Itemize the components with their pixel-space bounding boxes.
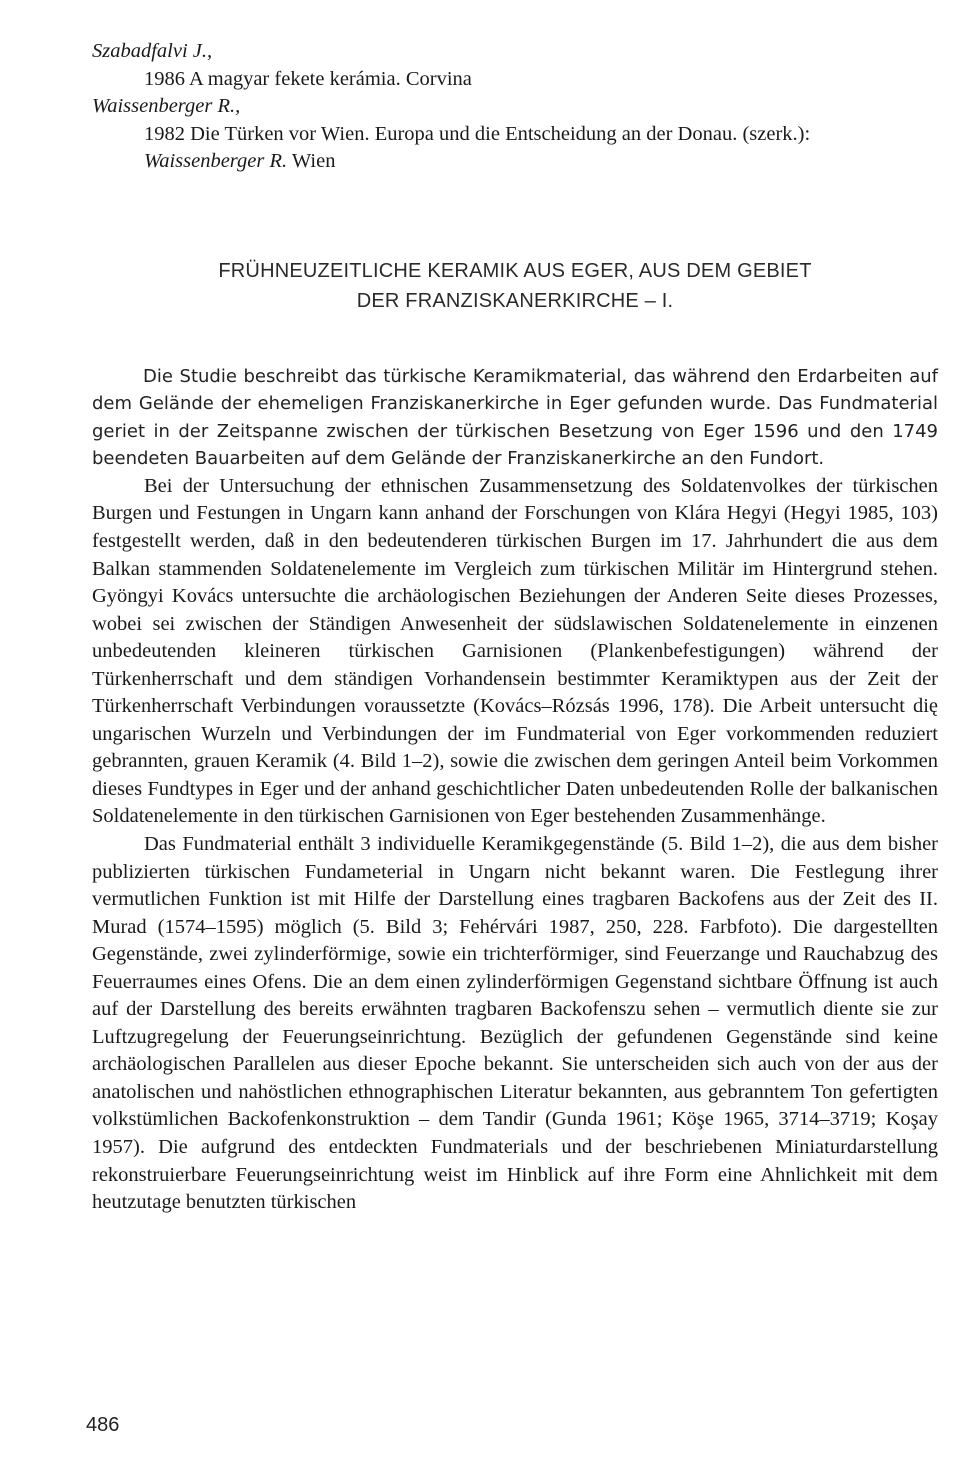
reference-entry	[92, 93, 938, 176]
article-title-line-1: FRÜHNEUZEITLICHE KERAMIK AUS EGER, AUS DEM GEBIET	[218, 259, 812, 282]
reference-author: Waissenberger R.,	[92, 95, 241, 117]
reference-text: 1982 Die Türken vor Wien. Europa und die Entscheidung an der Donau. (szerk.):	[144, 122, 811, 145]
article-summary: Die Studie beschreibt das türkische Keramikmaterial, das während den Erdarbeiten auf dem Gelände der ehemeligen Franziskanerkirche in Eger gefunden wurde. Das Fundmaterial geriet in der Zeitspanne zwischen der türkischen Besetzung von Eger 1596 und den 1749 beendeten Bauarbeiten auf dem Gelände der Franziskanerkirche an den Fundort.	[92, 365, 938, 470]
page-content	[92, 38, 938, 1217]
reference-editor: Waissenberger R.	[144, 150, 288, 172]
reference-list	[92, 38, 938, 176]
reference-author: Szabadfalvi J.,	[92, 40, 213, 62]
reference-place: Wien	[287, 150, 336, 172]
reference-editor-line	[92, 148, 938, 176]
article-title	[92, 256, 938, 316]
body-paragraph: Bei der Untersuchung der ethnischen Zusammensetzung des Soldatenvolkes der türkischen Burgen und Festungen in Ungarn kann anhand der Forschungen von Klára Hegyi (Hegyi 1985, 103) festgestellt werden, daß in den bedeutenderen türkischen Burgen im 17. Jahrhundert die aus dem Balkan stammenden Soldatenelemente im Vergleich zum türkischen Militär im Hintergrund stehen. Gyöngyi Kovács untersuchte die archäologischen Beziehungen der Anderen Seite dieses Prozesses, wobei sei zwischen der Ständigen Anwesenheit der südslawischen Soldatenelemente in einzenen unbedeutenden kleineren türkischen Garnisionen (Plankenbefestigungen) während der Türkenherrschaft und dem ständigen Vorhandensein bestimmter Keramiktypen aus der Zeit der Türkenherrschaft Verbindungen voraussetzte (Kovács–Rózsás 1996, 178). Die Arbeit untersucht dię ungarischen Wurzeln und Verbindungen der im Fundmaterial von Eger vorkommenden reduziert gebrannten, grauen Keramik (4. Bild 1–2), sowie die zwischen dem geringen Anteil beim Vorkommen dieses Fundtypes in Eger und der anhand geschichtlicher Daten unbedeutenden Rolle der balkanischen Soldatenelemente in den türkischen Garnisionen von Eger bestehenden Zusammenhänge.	[92, 474, 938, 828]
reference-entry	[92, 38, 938, 93]
page-number: 486	[86, 1414, 120, 1436]
article-body	[92, 473, 938, 1217]
article-title-line-2: DER FRANZISKANERKIRCHE – I.	[356, 289, 674, 312]
body-paragraph: Das Fundmaterial enthält 3 individuelle Keramikgegenstände (5. Bild 1–2), die aus dem bisher publizierten türkischen Fundameterial in Ungarn nicht bekannt waren. Die Festlegung ihrer vermutlichen Funktion ist mit Hilfe der Darstellung eines tragbaren Backofens aus der Zeit des II. Murad (1574–1595) möglich (5. Bild 3; Fehérvári 1987, 250, 228. Farbfoto). Die dargestellten Gegenstände, zwei zylinderförmige, sowie ein trichterförmiger, sind Feuerzange und Rauchabzug des Feuerraumes eines Ofens. Die an dem einen zylinderförmigen Gegenstand sichtbare Öffnung ist auch auf der Darstellung des bereits erwähnten tragbaren Backofenszu sehen – vermutlich diente sie zur Luftzugregelung der Feuerungseinrichtung. Bezüglich der gefundenen Gegenstände sind keine archäologischen Parallelen aus dieser Epoche bekannt. Sie unterscheiden sich auch von der aus der anatolischen und nahöstlichen ethnographischen Literatur bekannten, aus gebranntem Ton gefertigten volkstümlichen Backofenkonstruktion – dem Tandir (Gunda 1961; Köşe 1965, 3714–3719; Koşay 1957). Die aufgrund des entdeckten Fundmaterials und der beschriebenen Miniaturdarstellung rekonstruierbare Feuerungseinrichtung weist im Hinblick auf ihre Form eine Ahnlichkeit mit dem heutzutage benutzten türkischen	[92, 832, 938, 1214]
reference-text: 1986 A magyar fekete kerámia. Corvina	[144, 67, 472, 90]
